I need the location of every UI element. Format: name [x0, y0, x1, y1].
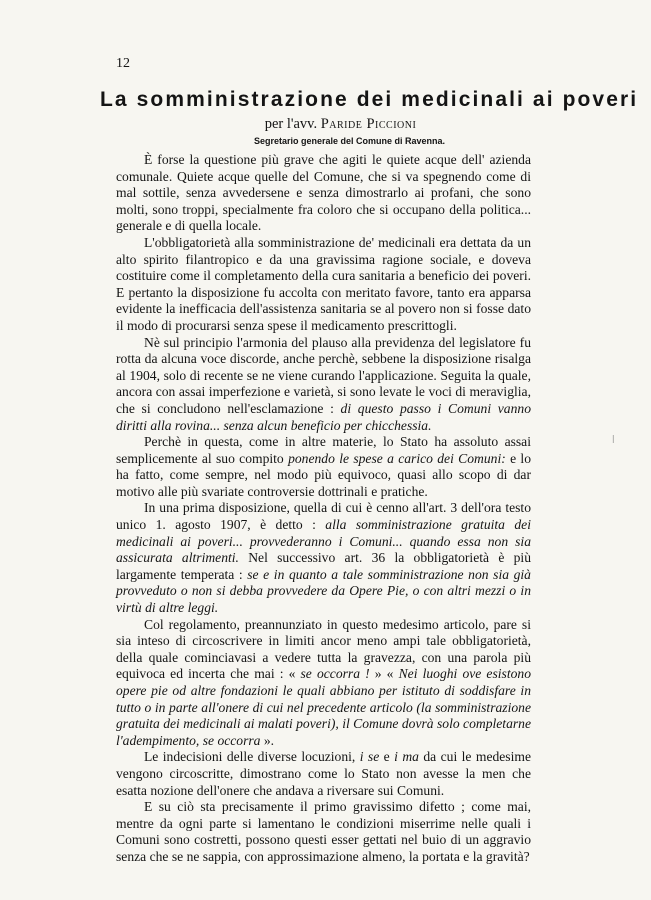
italic-text: alla somministrazione gratuita dei medicinali ai poveri... provvederanno i Comuni... quando essa non sia assicurata altrimenti. [116, 517, 531, 566]
article-body [116, 152, 531, 866]
italic-text: i ma [394, 749, 419, 765]
text-run: ». [260, 732, 275, 748]
italic-text: di questo passo i Comuni vanno diritti alla rovina... senza alcun beneficio per chicchessia. [116, 400, 531, 433]
text-run: e [379, 749, 395, 765]
byline-prefix: per l'avv. [264, 116, 318, 132]
paragraph [116, 799, 531, 865]
text-run: » « [369, 666, 399, 682]
paragraph [116, 749, 531, 799]
paragraph [116, 617, 531, 750]
italic-text: se occorra ! [300, 666, 370, 682]
italic-text: Nei luoghi ove esistono opere pie od altre fondazioni le quali abbiano per istituto di soddisfare in tutto o in parte all'onere di cui nel precedente articolo (la somministrazione gratuita dei medicinali ai malati poveri), il Comune dovrà solo completarne l'adempimento, se occorra [116, 666, 531, 748]
text-run: È forse la questione più grave che agiti le quiete acque dell' azienda comunale. Quiete acque quelle del Comune, che si va spegnendo come di mal sottile, senza avvedersene e senza dimostrarlo ai profani, che sono molti, sono troppi, specialmente fra coloro che si occupano della politica... generale e di quella locale. [116, 152, 531, 234]
paragraph [116, 500, 531, 616]
text-run: Nè sul principio l'armonia del plauso alla previdenza del legislatore fu rotta da alcuna voce discorde, anche perchè, sebbene la disposizione risalga al 1904, solo di recente se ne viene curando l'applicazione. Seguita la quale, ancora con assai imperfezione e varietà, si sono levate le voci di meraviglia, che si concludono nell'esclamazione : [116, 334, 531, 416]
text-run: e lo ha fatto, come sempre, nel modo più equivoco, quasi allo scopo di dar motivo alle più svariate controversie dottrinali e pratiche. [116, 450, 532, 499]
byline [0, 116, 651, 133]
paragraph [116, 235, 531, 335]
text-run: da cui le medesime vengono circoscritte, dimostrano come lo Stato non avesse la men che esatta nozione dell'onere che andava a riversare sui Comuni. [116, 749, 531, 798]
italic-text: i se [359, 749, 380, 765]
paragraph [116, 434, 531, 500]
text-run: L'obbligatorietà alla somministrazione de' medicinali era dettata da un alto spirito filantropico e da una gravissima ragione sociale, e doveva costituire come il completamento della cura sanitaria a beneficio dei poveri. E pertanto la disposizione fu accolta con meritato favore, tanto era apparsa evidente la inefficacia dell'assistenza sanitaria se al povero non si fosse dato il modo di procurarsi senza spese il medicamento prescrittogli. [116, 234, 531, 333]
page-number: 12 [116, 56, 130, 71]
text-run: Nel successivo art. 36 la obbligatorietà è più largamente temperata : [116, 550, 532, 582]
text-run: In una prima disposizione, quella di cui è cenno all'art. 3 dell'ora testo unico 1. agosto 1907, è detto : [116, 500, 531, 533]
paragraph [116, 335, 531, 435]
author-affiliation: Segretario generale del Comune di Ravenna. [253, 136, 446, 146]
text-run: Perchè in questa, come in altre materie, lo Stato ha assoluto assai semplicemente al suo compito [116, 434, 531, 466]
text-run: Le indecisioni delle diverse locuzioni, [144, 749, 360, 765]
italic-text: se e in quanto a tale somministrazione non sia già provveduto o non si debba provvedere da Opere Pie, o con altri mezzi o in virtù di altre leggi. [116, 566, 531, 616]
author-name: Paride Piccioni [320, 116, 417, 132]
italic-text: ponendo le spese a carico dei Comuni: [288, 450, 506, 466]
paragraph [116, 152, 531, 235]
text-run: Col regolamento, preannunziato in questo medesimo articolo, pare si sia inteso di circoscrivere in limiti ancor meno ampi tale obbligatorietà, della quale cominciavasi a vedere tutta la gravezza, con una parola più equivoca ed incerta che mai : « [116, 616, 531, 682]
margin-mark: ǀ [612, 432, 615, 446]
article-title: La somministrazione dei medicinali ai poveri [100, 88, 639, 111]
text-run: E su ciò sta precisamente il primo gravissimo difetto ; come mai, mentre da ogni parte si lamentano le condizioni miserrime nelle quali i Comuni sono costretti, possono questi esser gettati nel buio di un aggravio senza che se ne sappia, con approssimazione almeno, la portata e la gravità? [116, 799, 531, 864]
